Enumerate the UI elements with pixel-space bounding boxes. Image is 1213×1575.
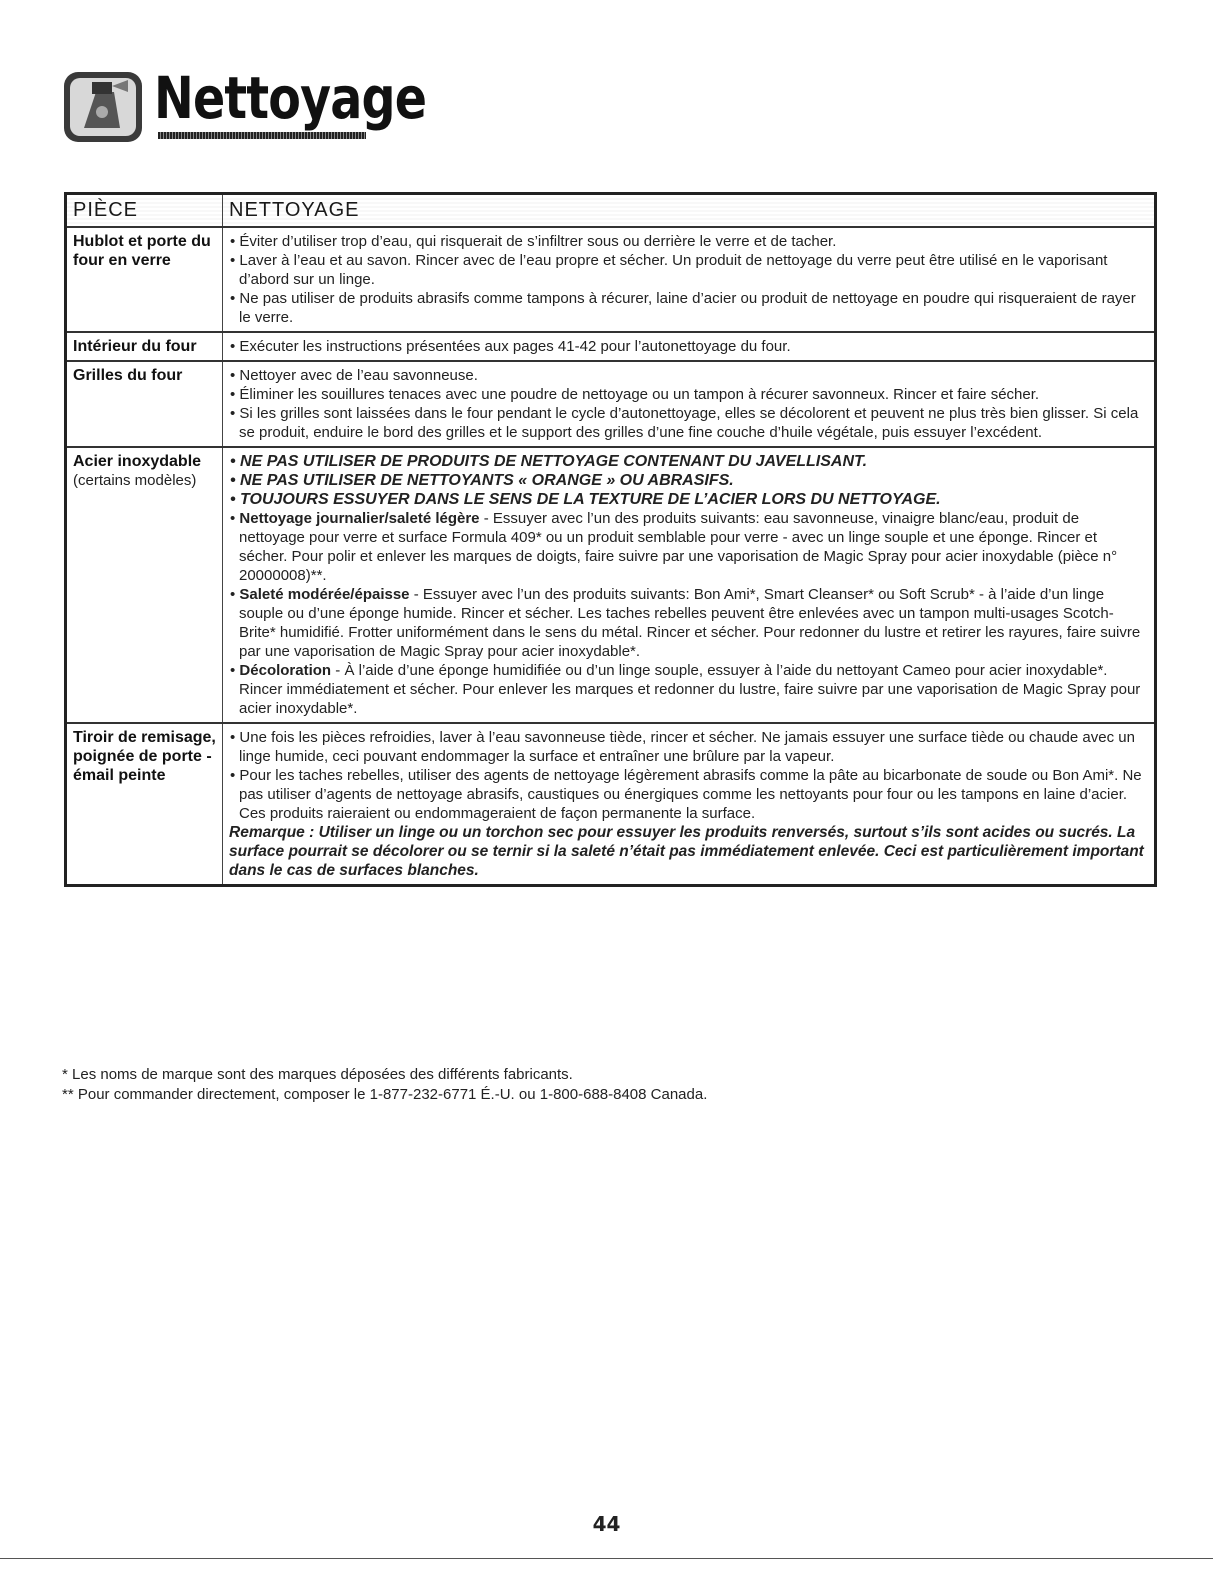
section-text: - À l’aide d’une éponge humidifiée ou d’un linge souple, essuyer à l’aide du nettoyant Cameo pour acier inoxydable*. Rincer immédiatement et sécher. Pour enlever les marques et redonner du lustre, faire suivre par une vaporisation de Magic Spray pour acier inoxydable*. — [239, 662, 1141, 717]
instruction-item: • Pour les taches rebelles, utiliser des agents de nettoyage légèrement abrasifs comme la pâte au bicarbonate de soude ou Bon Ami*. Ne pas utiliser d’agents de nettoyage abrasifs, caustiques ou énergiques comme les nettoyants pour four ou les tampons en laine d’acier. Ces produits raieraient ou endommageraient de façon permanente la surface. — [229, 766, 1148, 823]
row-piece — [66, 447, 223, 723]
column-header-piece: PIÈCE — [66, 194, 223, 228]
warning-item: • NE PAS UTILISER DE NETTOYANTS « ORANGE » OU ABRASIFS. — [229, 471, 1148, 490]
row-instructions — [223, 332, 1156, 361]
table-row — [66, 361, 1156, 447]
warning-item: • NE PAS UTILISER DE PRODUITS DE NETTOYAGE CONTENANT DU JAVELLISANT. — [229, 452, 1148, 471]
instruction-section — [229, 509, 1148, 585]
section-text: - Essuyer avec l’un des produits suivants: Bon Ami*, Smart Cleanser* ou Soft Scrub* - à l’aide d’un linge souple ou d’une éponge humide. Rincer et sécher. Les taches rebelles peuvent être enlevées avec un tampon multi-usages Scotch-Brite* humidifié. Frotter uniformément dans le sens du métal. Rincer et sécher. Pour redonner du lustre et retirer les rayures, faire suivre par une vaporisation de Magic Spray pour acier inoxydable*. — [239, 586, 1141, 660]
row-piece: Intérieur du four — [66, 332, 223, 361]
footnote: ** Pour commander directement, composer le 1-877-232-6771 É.-U. ou 1-800-688-8408 Canada. — [62, 1086, 708, 1103]
table-row — [66, 723, 1156, 886]
cleaning-table — [64, 192, 1157, 887]
title-underline — [158, 132, 366, 139]
row-piece: Hublot et porte du four en verre — [66, 227, 223, 332]
remark-note: Remarque : Utiliser un linge ou un torchon sec pour essuyer les produits renversés, surtout s’ils sont acides ou sucrés. La surface pourrait se décolorer ou se ternir si la saleté n’était pas immédiatement enlevée. Ceci est particulièrement important dans le cas de surfaces blanches. — [229, 824, 1144, 879]
instruction-item: • Ne pas utiliser de produits abrasifs comme tampons à récurer, laine d’acier ou produit de nettoyage en poudre qui risqueraient de rayer le verre. — [229, 289, 1148, 327]
footnotes — [62, 1065, 1162, 1105]
page-title: Nettoyage — [154, 64, 427, 132]
page-number: 44 — [592, 1512, 621, 1536]
table-row — [66, 332, 1156, 361]
warning-item: • TOUJOURS ESSUYER DANS LE SENS DE LA TEXTURE DE L’ACIER LORS DU NETTOYAGE. — [229, 490, 1148, 509]
row-piece: Tiroir de remisage, poignée de porte - émail peinte — [66, 723, 223, 886]
row-piece-title: Acier inoxydable — [73, 453, 202, 470]
section-lead: Nettoyage journalier/saleté légère — [239, 510, 480, 527]
instruction-item: • Exécuter les instructions présentées aux pages 41-42 pour l’autonettoyage du four. — [229, 337, 1148, 356]
row-instructions — [223, 361, 1156, 447]
instruction-section — [229, 661, 1148, 718]
row-instructions — [223, 723, 1156, 886]
table-header-row — [66, 194, 1156, 228]
cleaning-spray-icon — [62, 68, 144, 146]
instruction-item: • Une fois les pièces refroidies, laver à l’eau savonneuse tiède, rincer et sécher. Ne jamais essuyer une surface tiède ou chaude avec un linge humide, ceci pouvant endommager la surface et entraîner une brûlure par la vapeur. — [229, 728, 1148, 766]
table-row — [66, 227, 1156, 332]
footnote: * Les noms de marque sont des marques déposées des différents fabricants. — [62, 1066, 573, 1083]
section-text: - Essuyer avec l’un des produits suivants: eau savonneuse, vinaigre blanc/eau, produit de nettoyage pour verre et surface Formula 409* ou un produit semblable pour verre - avec un linge souple et une éponge. Rincer et sécher. Pour polir et enlever les marques de doigts, faire suivre par une vaporisation de Magic Spray pour acier inoxydable (pièce n° 20000008)**. — [239, 510, 1118, 584]
row-piece-note: (certains modèles) — [73, 472, 197, 489]
instruction-item: • Nettoyer avec de l’eau savonneuse. — [229, 366, 1148, 385]
instruction-item: • Laver à l’eau et au savon. Rincer avec de l’eau propre et sécher. Un produit de nettoyage du verre peut être utilisé en le vaporisant d’abord sur un linge. — [229, 251, 1148, 289]
instruction-item: • Éviter d’utiliser trop d’eau, qui risquerait de s’infiltrer sous ou derrière le verre et de tacher. — [229, 232, 1148, 251]
section-lead: Décoloration — [239, 662, 332, 679]
instruction-section — [229, 585, 1148, 661]
table-row — [66, 447, 1156, 723]
row-piece: Grilles du four — [66, 361, 223, 447]
section-lead: Saleté modérée/épaisse — [239, 586, 410, 603]
row-instructions — [223, 227, 1156, 332]
instruction-item: • Éliminer les souillures tenaces avec une poudre de nettoyage ou un tampon à récurer savonneux. Rincer et faire sécher. — [229, 385, 1148, 404]
row-instructions — [223, 447, 1156, 723]
bottom-divider — [0, 1558, 1213, 1559]
column-header-cleaning: NETTOYAGE — [223, 194, 1156, 228]
instruction-item: • Si les grilles sont laissées dans le four pendant le cycle d’autonettoyage, elles se décolorent et peuvent ne plus très bien glisser. Si cela se produit, enduire le bord des grilles et le support des grilles d’une fine couche d’huile végétale, puis essuyer l’excédent. — [229, 404, 1148, 442]
